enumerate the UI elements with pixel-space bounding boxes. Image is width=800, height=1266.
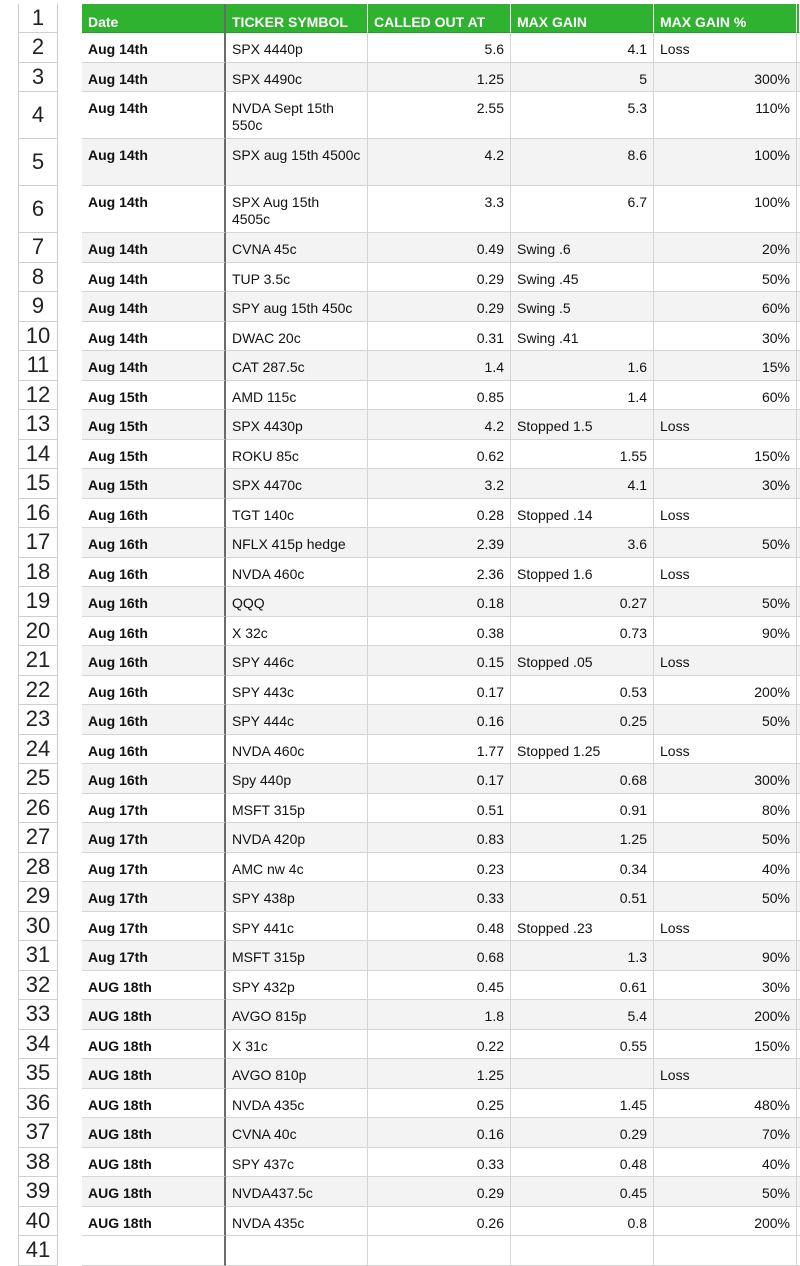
cell-called-out-at[interactable]: 0.48 bbox=[368, 912, 511, 942]
cell-ticker[interactable]: SPY aug 15th 450c bbox=[226, 292, 368, 322]
row-number[interactable]: 31 bbox=[18, 941, 58, 971]
row-number[interactable]: 22 bbox=[18, 676, 58, 706]
cell-ticker[interactable]: NVDA 420p bbox=[226, 823, 368, 853]
cell-called-out-at[interactable]: 2.55 bbox=[368, 92, 511, 139]
cell-called-out-at[interactable]: 0.68 bbox=[368, 941, 511, 971]
cell-date[interactable]: Aug 14th bbox=[82, 139, 226, 186]
cell-called-out-at[interactable]: 1.25 bbox=[368, 63, 511, 93]
cell-ticker[interactable]: SPX aug 15th 4500c bbox=[226, 139, 368, 186]
table-row bbox=[0, 971, 800, 1001]
row-number[interactable]: 33 bbox=[18, 1000, 58, 1030]
cell-max-gain[interactable]: 5.4 bbox=[511, 1000, 654, 1030]
cell-max-gain-percent[interactable]: 40% bbox=[654, 1148, 797, 1178]
cell-ticker[interactable]: X 31c bbox=[226, 1030, 368, 1060]
cell-max-gain[interactable]: 1.4 bbox=[511, 381, 654, 411]
cell-called-out-at[interactable]: 0.18 bbox=[368, 587, 511, 617]
cell-date[interactable]: Aug 15th bbox=[82, 440, 226, 470]
cell-called-out-at[interactable]: 0.33 bbox=[368, 1148, 511, 1178]
table-row bbox=[0, 735, 800, 765]
cell-called-out-at[interactable]: 0.49 bbox=[368, 233, 511, 263]
cell-ticker[interactable]: NVDA 460c bbox=[226, 735, 368, 765]
cell-called-out-at[interactable]: 3.2 bbox=[368, 469, 511, 499]
cell-date[interactable]: Aug 15th bbox=[82, 469, 226, 499]
cell-date[interactable]: Aug 15th bbox=[82, 381, 226, 411]
cell-called-out-at[interactable]: 0.17 bbox=[368, 676, 511, 706]
table-row bbox=[0, 587, 800, 617]
cell-called-out-at[interactable]: 0.33 bbox=[368, 882, 511, 912]
cell-max-gain-percent[interactable]: 200% bbox=[654, 1207, 797, 1237]
cell-date[interactable]: Aug 17th bbox=[82, 853, 226, 883]
cell-max-gain[interactable]: 5.3 bbox=[511, 92, 654, 139]
cell-ticker[interactable]: DWAC 20c bbox=[226, 322, 368, 352]
cell-date[interactable]: Aug 14th bbox=[82, 263, 226, 293]
row-number[interactable]: 28 bbox=[18, 853, 58, 883]
table-row bbox=[0, 941, 800, 971]
cell-max-gain-percent[interactable]: 50% bbox=[654, 882, 797, 912]
cell-max-gain[interactable]: 3.6 bbox=[511, 528, 654, 558]
cell-max-gain[interactable]: Stopped .23 bbox=[511, 912, 654, 942]
cell-date[interactable]: AUG 18th bbox=[82, 971, 226, 1001]
table-row bbox=[0, 186, 800, 233]
row-number[interactable]: 4 bbox=[18, 92, 58, 139]
cell-called-out-at[interactable]: 0.62 bbox=[368, 440, 511, 470]
cell-max-gain-percent[interactable]: 15% bbox=[654, 351, 797, 381]
table-row bbox=[0, 1059, 800, 1089]
cell-date[interactable]: AUG 18th bbox=[82, 1177, 226, 1207]
cell-max-gain-percent[interactable]: 90% bbox=[654, 941, 797, 971]
cell-ticker[interactable]: MSFT 315p bbox=[226, 941, 368, 971]
row-number[interactable]: 12 bbox=[18, 381, 58, 411]
cell-ticker[interactable]: SPY 441c bbox=[226, 912, 368, 942]
cell-ticker[interactable]: NVDA437.5c bbox=[226, 1177, 368, 1207]
cell-max-gain-percent[interactable]: 60% bbox=[654, 292, 797, 322]
cell-called-out-at[interactable]: 1.4 bbox=[368, 351, 511, 381]
cell-called-out-at[interactable]: 0.51 bbox=[368, 794, 511, 824]
row-number[interactable]: 26 bbox=[18, 794, 58, 824]
cell-date[interactable]: AUG 18th bbox=[82, 1030, 226, 1060]
cell-ticker[interactable]: ROKU 85c bbox=[226, 440, 368, 470]
table-row bbox=[0, 92, 800, 139]
cell-max-gain[interactable]: 0.61 bbox=[511, 971, 654, 1001]
cell-max-gain-percent[interactable]: 300% bbox=[654, 63, 797, 93]
table-row bbox=[0, 853, 800, 883]
cell-max-gain[interactable]: 8.6 bbox=[511, 139, 654, 186]
cell-max-gain[interactable]: 0.25 bbox=[511, 705, 654, 735]
cell-called-out-at[interactable]: 0.31 bbox=[368, 322, 511, 352]
cell-date[interactable]: AUG 18th bbox=[82, 1118, 226, 1148]
cell-max-gain-percent[interactable]: Loss bbox=[654, 912, 797, 942]
cell-ticker[interactable]: SPY 444c bbox=[226, 705, 368, 735]
cell-date[interactable]: Aug 14th bbox=[82, 233, 226, 263]
cell-max-gain-percent[interactable]: Loss bbox=[654, 410, 797, 440]
table-row bbox=[0, 676, 800, 706]
cell-max-gain-percent[interactable]: Loss bbox=[654, 735, 797, 765]
cell-max-gain-percent[interactable]: 480% bbox=[654, 1089, 797, 1119]
cell-called-out-at[interactable]: 0.15 bbox=[368, 646, 511, 676]
table-row bbox=[0, 617, 800, 647]
cell-max-gain[interactable] bbox=[511, 1236, 654, 1266]
cell-max-gain[interactable]: 0.27 bbox=[511, 587, 654, 617]
cell-max-gain[interactable]: 0.68 bbox=[511, 764, 654, 794]
cell-max-gain[interactable]: 4.1 bbox=[511, 33, 654, 63]
row-number[interactable]: 36 bbox=[18, 1089, 58, 1119]
cell-max-gain-percent[interactable]: 70% bbox=[654, 1118, 797, 1148]
cell-max-gain[interactable]: Swing .41 bbox=[511, 322, 654, 352]
cell-max-gain[interactable]: 6.7 bbox=[511, 186, 654, 233]
cell-called-out-at[interactable]: 0.28 bbox=[368, 499, 511, 529]
row-number[interactable]: 17 bbox=[18, 528, 58, 558]
cell-ticker[interactable]: AMD 115c bbox=[226, 381, 368, 411]
cell-ticker[interactable]: SPX 4490c bbox=[226, 63, 368, 93]
table-row bbox=[0, 440, 800, 470]
cell-date[interactable]: Aug 16th bbox=[82, 676, 226, 706]
cell-called-out-at[interactable]: 0.26 bbox=[368, 1207, 511, 1237]
cell-date[interactable]: Aug 14th bbox=[82, 63, 226, 93]
cell-called-out-at[interactable]: 0.45 bbox=[368, 971, 511, 1001]
cell-date[interactable]: AUG 18th bbox=[82, 1148, 226, 1178]
cell-called-out-at[interactable]: 2.39 bbox=[368, 528, 511, 558]
cell-date[interactable]: Aug 16th bbox=[82, 646, 226, 676]
cell-max-gain[interactable] bbox=[511, 1059, 654, 1089]
cell-max-gain[interactable]: Swing .5 bbox=[511, 292, 654, 322]
cell-called-out-at[interactable]: 0.85 bbox=[368, 381, 511, 411]
row-number[interactable]: 11 bbox=[18, 351, 58, 381]
cell-max-gain[interactable]: 0.55 bbox=[511, 1030, 654, 1060]
table-row bbox=[0, 410, 800, 440]
cell-date[interactable]: Aug 17th bbox=[82, 882, 226, 912]
cell-ticker[interactable]: AMC nw 4c bbox=[226, 853, 368, 883]
row-number[interactable]: 18 bbox=[18, 558, 58, 588]
cell-max-gain-percent[interactable]: 50% bbox=[654, 1177, 797, 1207]
cell-ticker[interactable]: SPY 443c bbox=[226, 676, 368, 706]
cell-ticker[interactable]: TGT 140c bbox=[226, 499, 368, 529]
row-number[interactable]: 15 bbox=[18, 469, 58, 499]
cell-ticker[interactable]: AVGO 810p bbox=[226, 1059, 368, 1089]
row-number[interactable]: 41 bbox=[18, 1236, 58, 1266]
row-number[interactable]: 5 bbox=[18, 139, 58, 186]
cell-max-gain-percent[interactable]: Loss bbox=[654, 33, 797, 63]
cell-date[interactable] bbox=[82, 1236, 226, 1266]
table-row bbox=[0, 233, 800, 263]
table-row bbox=[0, 823, 800, 853]
cell-called-out-at[interactable] bbox=[368, 1236, 511, 1266]
cell-ticker[interactable]: QQQ bbox=[226, 587, 368, 617]
column-header-date[interactable]: Date bbox=[82, 4, 226, 33]
cell-ticker[interactable]: NVDA 435c bbox=[226, 1089, 368, 1119]
cell-max-gain[interactable]: 1.55 bbox=[511, 440, 654, 470]
row-number[interactable]: 3 bbox=[18, 63, 58, 93]
cell-date[interactable]: Aug 14th bbox=[82, 292, 226, 322]
row-number[interactable]: 8 bbox=[18, 263, 58, 293]
table-row bbox=[0, 469, 800, 499]
row-number[interactable]: 14 bbox=[18, 440, 58, 470]
table-row bbox=[0, 528, 800, 558]
cell-called-out-at[interactable]: 0.22 bbox=[368, 1030, 511, 1060]
table-row bbox=[0, 646, 800, 676]
cell-max-gain-percent[interactable]: 50% bbox=[654, 587, 797, 617]
cell-ticker[interactable]: NFLX 415p hedge bbox=[226, 528, 368, 558]
cell-date[interactable]: Aug 16th bbox=[82, 764, 226, 794]
row-number[interactable]: 2 bbox=[18, 33, 58, 63]
cell-ticker[interactable]: SPX 4470c bbox=[226, 469, 368, 499]
table-row bbox=[0, 705, 800, 735]
cell-ticker[interactable]: CVNA 45c bbox=[226, 233, 368, 263]
table-row bbox=[0, 1000, 800, 1030]
cell-max-gain-percent[interactable]: 200% bbox=[654, 1000, 797, 1030]
cell-max-gain-percent[interactable]: 100% bbox=[654, 186, 797, 233]
row-number[interactable]: 23 bbox=[18, 705, 58, 735]
cell-max-gain-percent[interactable]: 30% bbox=[654, 971, 797, 1001]
cell-called-out-at[interactable]: 0.83 bbox=[368, 823, 511, 853]
cell-called-out-at[interactable]: 0.29 bbox=[368, 263, 511, 293]
cell-ticker[interactable]: MSFT 315p bbox=[226, 794, 368, 824]
table-row bbox=[0, 499, 800, 529]
cell-date[interactable]: Aug 16th bbox=[82, 528, 226, 558]
row-number[interactable]: 38 bbox=[18, 1148, 58, 1178]
cell-ticker[interactable]: CAT 287.5c bbox=[226, 351, 368, 381]
cell-ticker[interactable]: CVNA 40c bbox=[226, 1118, 368, 1148]
cell-ticker[interactable]: NVDA Sept 15th 550c bbox=[226, 92, 368, 139]
cell-max-gain-percent[interactable]: 200% bbox=[654, 676, 797, 706]
cell-max-gain[interactable]: 0.51 bbox=[511, 882, 654, 912]
cell-date[interactable]: Aug 16th bbox=[82, 558, 226, 588]
cell-ticker[interactable]: AVGO 815p bbox=[226, 1000, 368, 1030]
row-number[interactable]: 6 bbox=[18, 186, 58, 233]
cell-called-out-at[interactable]: 5.6 bbox=[368, 33, 511, 63]
cell-max-gain-percent[interactable]: 40% bbox=[654, 853, 797, 883]
trailing-row bbox=[0, 1236, 800, 1266]
cell-date[interactable]: Aug 16th bbox=[82, 587, 226, 617]
cell-max-gain[interactable]: 1.25 bbox=[511, 823, 654, 853]
table-row bbox=[0, 33, 800, 63]
cell-date[interactable]: Aug 14th bbox=[82, 322, 226, 352]
column-header-max-gain-percent[interactable]: MAX GAIN % bbox=[654, 4, 797, 33]
cell-called-out-at[interactable]: 1.77 bbox=[368, 735, 511, 765]
cell-date[interactable]: Aug 17th bbox=[82, 823, 226, 853]
cell-max-gain-percent[interactable]: 20% bbox=[654, 233, 797, 263]
cell-max-gain-percent[interactable]: Loss bbox=[654, 646, 797, 676]
cell-max-gain[interactable]: Stopped .05 bbox=[511, 646, 654, 676]
cell-date[interactable]: AUG 18th bbox=[82, 1207, 226, 1237]
row-number[interactable]: 35 bbox=[18, 1059, 58, 1089]
cell-date[interactable]: Aug 14th bbox=[82, 186, 226, 233]
cell-max-gain[interactable]: 0.48 bbox=[511, 1148, 654, 1178]
cell-date[interactable]: Aug 16th bbox=[82, 617, 226, 647]
cell-max-gain-percent[interactable]: 80% bbox=[654, 794, 797, 824]
cell-max-gain[interactable]: 0.29 bbox=[511, 1118, 654, 1148]
table-row bbox=[0, 1089, 800, 1119]
cell-max-gain-percent[interactable]: Loss bbox=[654, 499, 797, 529]
cell-date[interactable]: AUG 18th bbox=[82, 1000, 226, 1030]
cell-ticker[interactable]: SPY 446c bbox=[226, 646, 368, 676]
cell-ticker[interactable]: SPX 4440p bbox=[226, 33, 368, 63]
column-header-max-gain[interactable]: MAX GAIN bbox=[511, 4, 654, 33]
cell-max-gain-percent[interactable]: Loss bbox=[654, 1059, 797, 1089]
row-number[interactable]: 16 bbox=[18, 499, 58, 529]
row-number[interactable]: 40 bbox=[18, 1207, 58, 1237]
cell-called-out-at[interactable]: 0.25 bbox=[368, 1089, 511, 1119]
row-number[interactable]: 20 bbox=[18, 617, 58, 647]
cell-called-out-at[interactable]: 1.8 bbox=[368, 1000, 511, 1030]
table-row bbox=[0, 292, 800, 322]
cell-ticker[interactable]: NVDA 435c bbox=[226, 1207, 368, 1237]
row-number[interactable]: 21 bbox=[18, 646, 58, 676]
cell-max-gain-percent[interactable]: 30% bbox=[654, 469, 797, 499]
cell-ticker[interactable]: Spy 440p bbox=[226, 764, 368, 794]
cell-max-gain[interactable]: 0.73 bbox=[511, 617, 654, 647]
cell-called-out-at[interactable]: 0.38 bbox=[368, 617, 511, 647]
table-row bbox=[0, 764, 800, 794]
cell-max-gain[interactable]: Stopped .14 bbox=[511, 499, 654, 529]
cell-max-gain-percent[interactable]: 50% bbox=[654, 263, 797, 293]
row-number[interactable]: 29 bbox=[18, 882, 58, 912]
row-number[interactable]: 19 bbox=[18, 587, 58, 617]
table-row bbox=[0, 1118, 800, 1148]
cell-max-gain-percent[interactable] bbox=[654, 1236, 797, 1266]
cell-date[interactable]: Aug 16th bbox=[82, 735, 226, 765]
cell-ticker[interactable]: SPX 4430p bbox=[226, 410, 368, 440]
cell-max-gain[interactable]: 0.34 bbox=[511, 853, 654, 883]
table-row bbox=[0, 263, 800, 293]
table-row bbox=[0, 1207, 800, 1237]
table-row bbox=[0, 1030, 800, 1060]
cell-max-gain[interactable]: Swing .6 bbox=[511, 233, 654, 263]
cell-ticker[interactable]: SPY 432p bbox=[226, 971, 368, 1001]
cell-max-gain[interactable]: Stopped 1.5 bbox=[511, 410, 654, 440]
cell-max-gain[interactable]: 0.53 bbox=[511, 676, 654, 706]
table-row bbox=[0, 794, 800, 824]
cell-max-gain-percent[interactable]: 50% bbox=[654, 705, 797, 735]
cell-max-gain[interactable]: Stopped 1.25 bbox=[511, 735, 654, 765]
table-row bbox=[0, 351, 800, 381]
cell-called-out-at[interactable]: 4.2 bbox=[368, 410, 511, 440]
table-row bbox=[0, 1177, 800, 1207]
cell-max-gain-percent[interactable]: 150% bbox=[654, 1030, 797, 1060]
cell-max-gain-percent[interactable]: 30% bbox=[654, 322, 797, 352]
cell-ticker[interactable]: NVDA 460c bbox=[226, 558, 368, 588]
cell-date[interactable]: AUG 18th bbox=[82, 1089, 226, 1119]
cell-called-out-at[interactable]: 4.2 bbox=[368, 139, 511, 186]
cell-date[interactable]: Aug 17th bbox=[82, 941, 226, 971]
row-number[interactable]: 37 bbox=[18, 1118, 58, 1148]
table-row bbox=[0, 558, 800, 588]
cell-date[interactable]: Aug 14th bbox=[82, 351, 226, 381]
cell-max-gain-percent[interactable]: 50% bbox=[654, 823, 797, 853]
row-number[interactable]: 27 bbox=[18, 823, 58, 853]
cell-called-out-at[interactable]: 0.29 bbox=[368, 1177, 511, 1207]
cell-called-out-at[interactable]: 1.25 bbox=[368, 1059, 511, 1089]
row-number[interactable]: 39 bbox=[18, 1177, 58, 1207]
cell-max-gain-percent[interactable]: 50% bbox=[654, 528, 797, 558]
cell-max-gain[interactable]: 0.8 bbox=[511, 1207, 654, 1237]
cell-max-gain-percent[interactable]: 150% bbox=[654, 440, 797, 470]
cell-called-out-at[interactable]: 0.17 bbox=[368, 764, 511, 794]
cell-max-gain[interactable]: Stopped 1.6 bbox=[511, 558, 654, 588]
cell-max-gain-percent[interactable]: 90% bbox=[654, 617, 797, 647]
cell-max-gain[interactable]: 5 bbox=[511, 63, 654, 93]
cell-max-gain[interactable]: 0.45 bbox=[511, 1177, 654, 1207]
cell-ticker[interactable]: SPY 438p bbox=[226, 882, 368, 912]
cell-max-gain-percent[interactable]: 100% bbox=[654, 139, 797, 186]
cell-called-out-at[interactable]: 2.36 bbox=[368, 558, 511, 588]
cell-called-out-at[interactable]: 0.16 bbox=[368, 705, 511, 735]
cell-max-gain[interactable]: 1.45 bbox=[511, 1089, 654, 1119]
cell-date[interactable]: AUG 18th bbox=[82, 1059, 226, 1089]
cell-date[interactable]: Aug 14th bbox=[82, 92, 226, 139]
cell-max-gain-percent[interactable]: 60% bbox=[654, 381, 797, 411]
table-row bbox=[0, 1148, 800, 1178]
row-number[interactable]: 30 bbox=[18, 912, 58, 942]
cell-date[interactable]: Aug 16th bbox=[82, 499, 226, 529]
cell-date[interactable]: Aug 15th bbox=[82, 410, 226, 440]
cell-date[interactable]: Aug 16th bbox=[82, 705, 226, 735]
table-row bbox=[0, 322, 800, 352]
cell-max-gain-percent[interactable]: 300% bbox=[654, 764, 797, 794]
table-row bbox=[0, 882, 800, 912]
row-number[interactable]: 34 bbox=[18, 1030, 58, 1060]
row-number[interactable]: 32 bbox=[18, 971, 58, 1001]
cell-ticker[interactable] bbox=[226, 1236, 368, 1266]
table-row bbox=[0, 63, 800, 93]
row-number[interactable]: 13 bbox=[18, 410, 58, 440]
column-header-ticker-symbol[interactable]: TICKER SYMBOL bbox=[226, 4, 368, 33]
row-number[interactable]: 10 bbox=[18, 322, 58, 352]
cell-called-out-at[interactable]: 0.16 bbox=[368, 1118, 511, 1148]
table-row bbox=[0, 381, 800, 411]
cell-ticker[interactable]: TUP 3.5c bbox=[226, 263, 368, 293]
cell-ticker[interactable]: X 32c bbox=[226, 617, 368, 647]
cell-max-gain-percent[interactable]: Loss bbox=[654, 558, 797, 588]
cell-date[interactable]: Aug 14th bbox=[82, 33, 226, 63]
table-row bbox=[0, 139, 800, 186]
cell-max-gain[interactable]: 4.1 bbox=[511, 469, 654, 499]
table-row bbox=[0, 912, 800, 942]
cell-max-gain-percent[interactable]: 110% bbox=[654, 92, 797, 139]
cell-max-gain[interactable]: 1.6 bbox=[511, 351, 654, 381]
column-header-called-out-at[interactable]: CALLED OUT AT bbox=[368, 4, 511, 33]
cell-max-gain[interactable]: 0.91 bbox=[511, 794, 654, 824]
cell-called-out-at[interactable]: 0.29 bbox=[368, 292, 511, 322]
cell-called-out-at[interactable]: 3.3 bbox=[368, 186, 511, 233]
row-number[interactable]: 7 bbox=[18, 233, 58, 263]
row-number[interactable]: 9 bbox=[18, 292, 58, 322]
row-number[interactable]: 1 bbox=[18, 4, 58, 33]
cell-max-gain[interactable]: 1.3 bbox=[511, 941, 654, 971]
cell-ticker[interactable]: SPX Aug 15th 4505c bbox=[226, 186, 368, 233]
cell-date[interactable]: Aug 17th bbox=[82, 794, 226, 824]
cell-max-gain[interactable]: Swing .45 bbox=[511, 263, 654, 293]
row-number[interactable]: 25 bbox=[18, 764, 58, 794]
cell-ticker[interactable]: SPY 437c bbox=[226, 1148, 368, 1178]
header-row bbox=[0, 4, 800, 33]
cell-called-out-at[interactable]: 0.23 bbox=[368, 853, 511, 883]
row-number[interactable]: 24 bbox=[18, 735, 58, 765]
cell-date[interactable]: Aug 17th bbox=[82, 912, 226, 942]
